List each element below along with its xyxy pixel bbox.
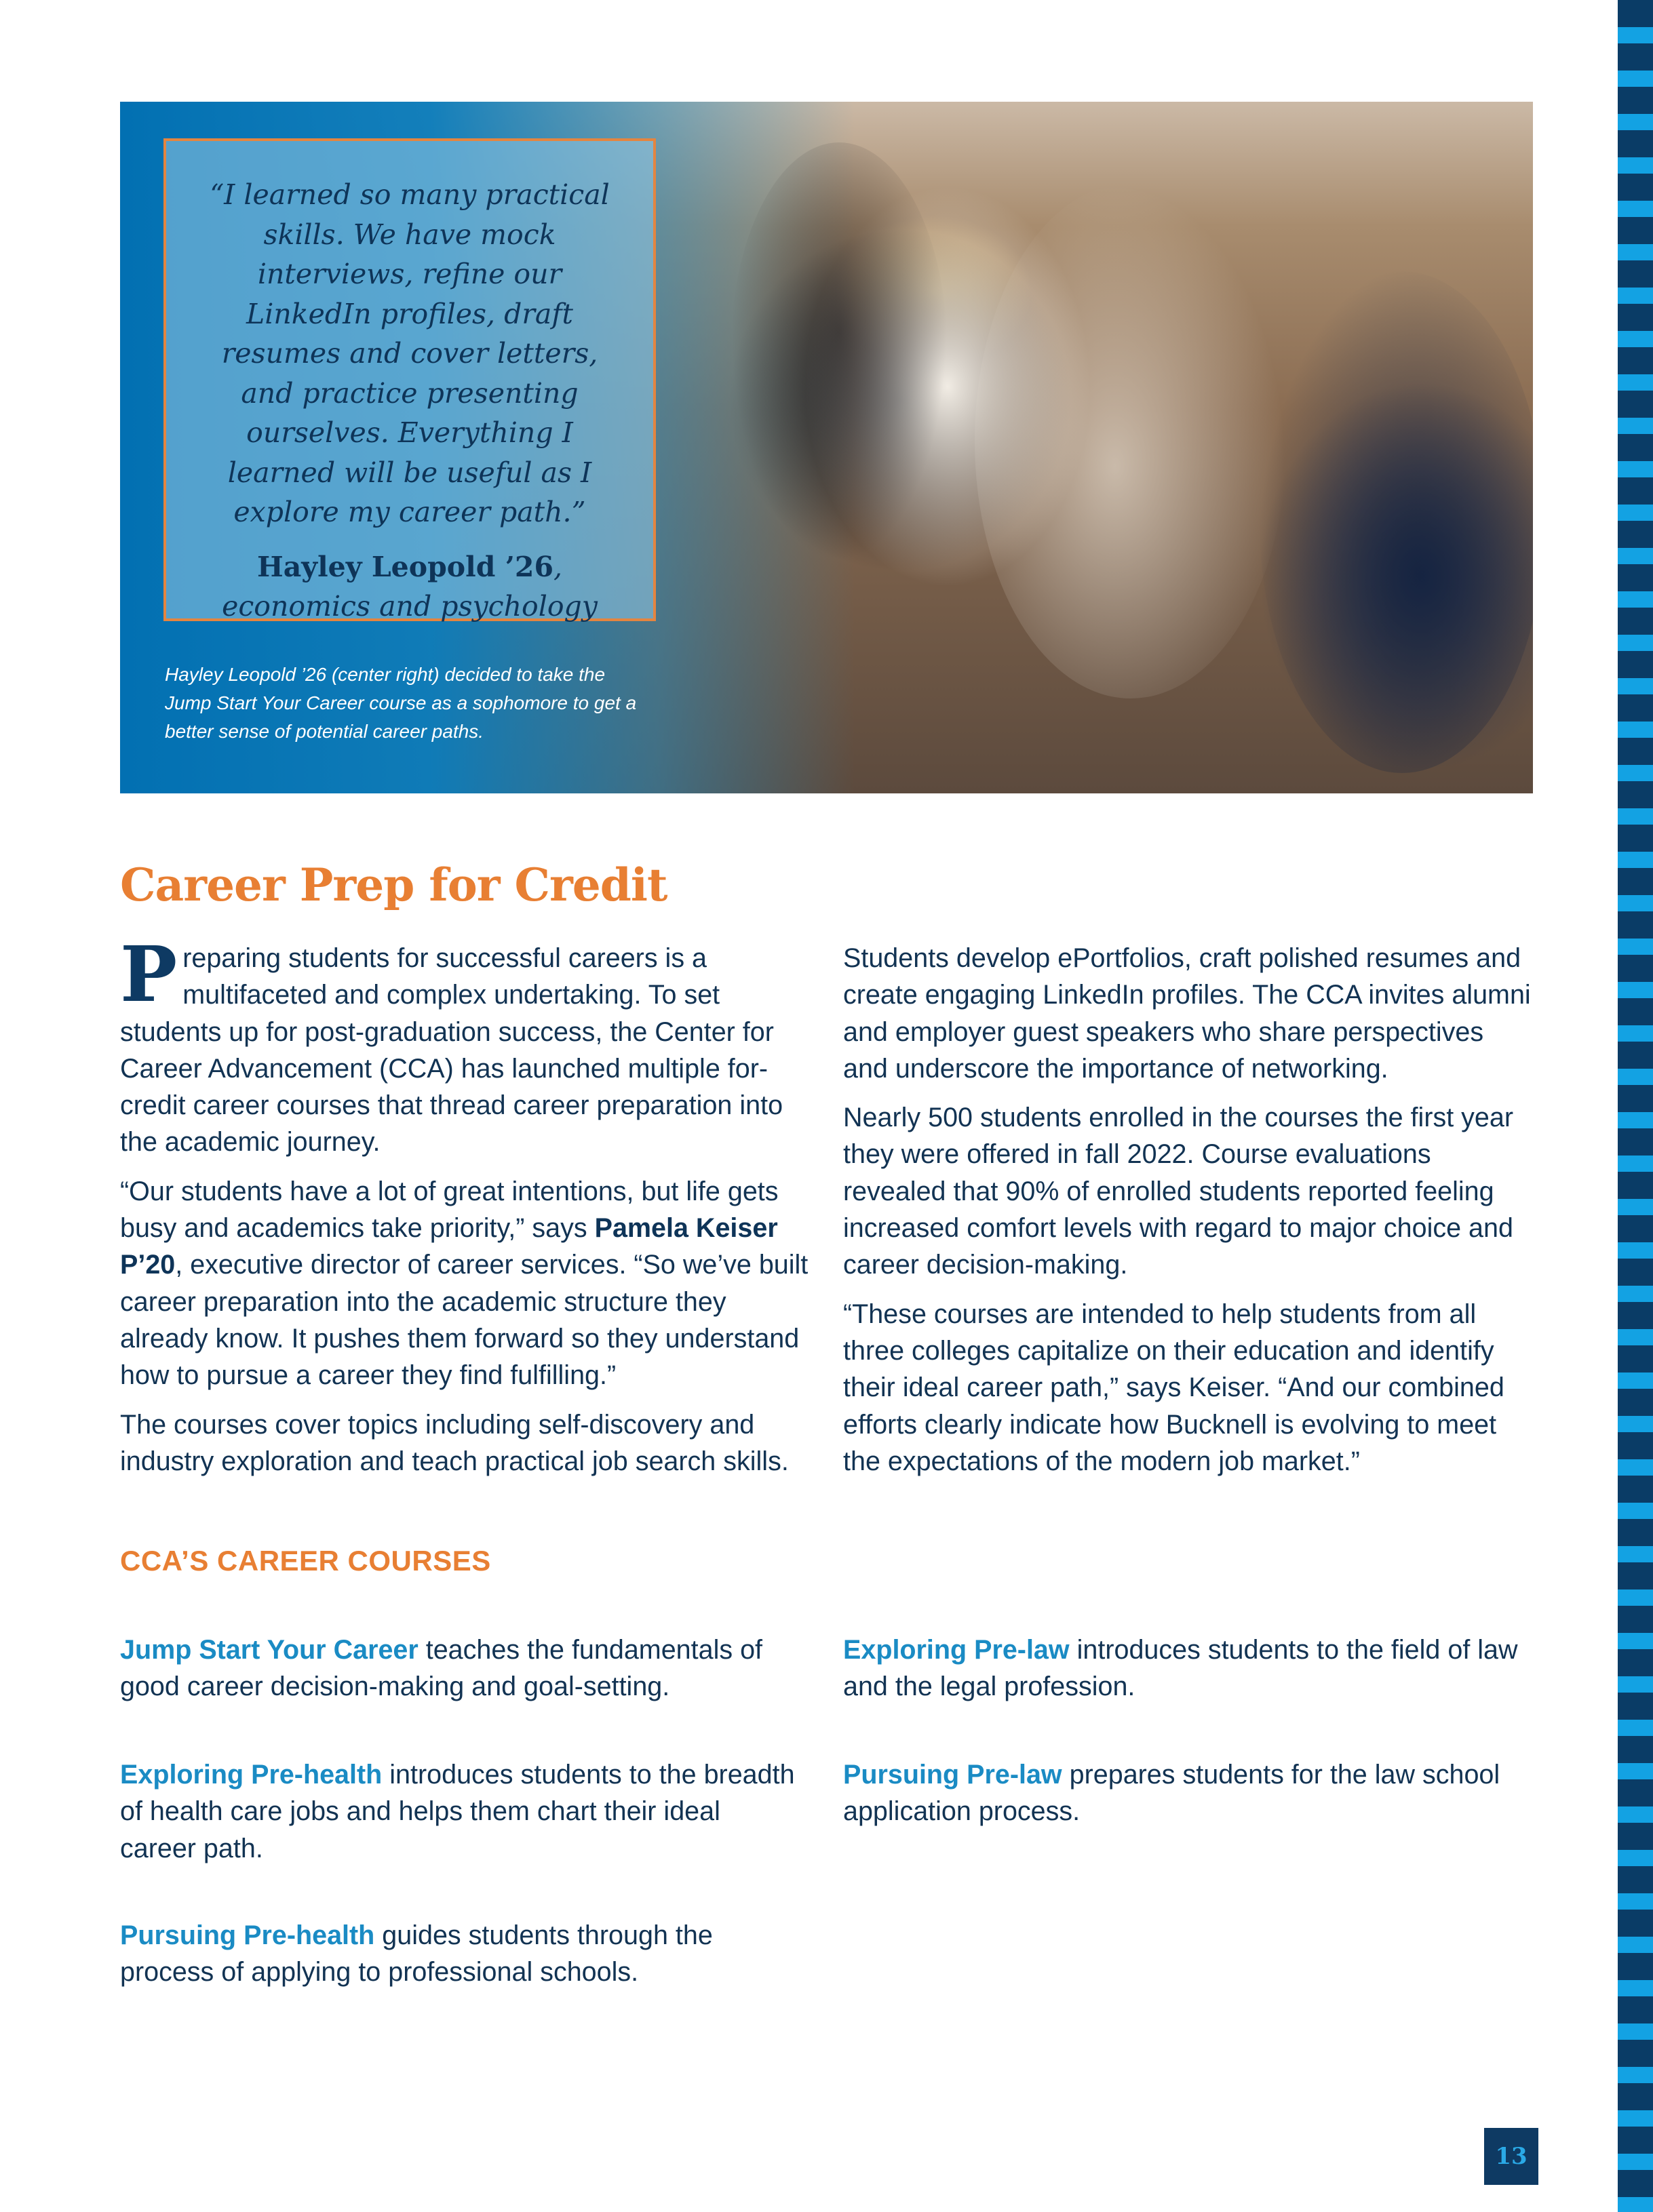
photo-caption: Hayley Leopold ’26 (center right) decided to take the Jump Start Your Career course as a sophomore to get a better sense of potential career paths. <box>165 664 637 742</box>
course-name: Exploring Pre-law <box>843 1635 1070 1665</box>
article-title: Career Prep for Credit <box>120 858 667 911</box>
course-description: prepares students for the law school application process. <box>843 1760 1500 1827</box>
paragraph-4: Students develop ePortfolios, craft polished resumes and create engaging LinkedIn profiles. The CCA invites alumni and employer guest speakers who share perspectives and underscore the importance of networking. <box>843 943 1531 1084</box>
pull-quote-box <box>163 138 656 621</box>
paragraph-2-lead: “Our students have a lot of great intentions, but life gets busy and academics take priority,” says <box>120 1176 779 1244</box>
course-item-jump-start <box>120 1632 798 1705</box>
paragraph-2-rest: , executive director of career services. “So we’ve built career preparation into the academic structure they already know. It pushes them forward so they understand how to pursue a career they find fulfilling.” <box>120 1250 809 1391</box>
student-figure-left <box>731 142 948 563</box>
hero-photo <box>120 102 1533 793</box>
course-name: Pursuing Pre-health <box>120 1920 375 1950</box>
speaker-name: Pamela Keiser P’20 <box>120 1213 778 1280</box>
paragraph-5: Nearly 500 students enrolled in the courses the first year they were offered in fall 2022. Course evaluations revealed that 90% of enrolled students reported feeling increased comfort levels with regard to major choice and career decision-making. <box>843 1103 1514 1280</box>
course-description: introduces students to the breadth of health care jobs and helps them chart their ideal career path. <box>120 1760 795 1863</box>
quote-author-role: , economics and psychology <box>222 550 598 623</box>
student-figure-right <box>1260 271 1533 773</box>
paragraph-1-text: reparing students for successful careers is a multifaceted and complex undertaking. To set students up for post-graduation success, the Center for Career Advancement (CCA) has launched multiple for-credit career courses that thread career preparation into the academic journey. <box>120 943 783 1158</box>
pull-quote-text: “I learned so many practical skills. We have mock interviews, refine our LinkedIn profiles, draft resumes and cover letters, and practice presenting ourselves. Everything I learned will be useful as I explore my career path.” <box>210 178 610 528</box>
article-column-right <box>843 940 1535 1492</box>
paragraph-2 <box>120 1173 812 1394</box>
pull-quote-attribution <box>197 547 622 626</box>
courses-heading: CCA’S CAREER COURSES <box>120 1545 491 1577</box>
page-number: 13 <box>1484 2128 1538 2185</box>
course-name: Pursuing Pre-law <box>843 1760 1062 1790</box>
course-item-pursuing-pre-health <box>120 1917 798 1991</box>
quote-author-name: Hayley Leopold ’26 <box>256 550 553 583</box>
drop-cap: P <box>120 930 178 1019</box>
course-name: Jump Start Your Career <box>120 1635 419 1665</box>
course-description: guides students through the process of applying to professional schools. <box>120 1920 713 1988</box>
course-item-exploring-pre-health <box>120 1756 798 1867</box>
student-figure-center <box>975 183 1287 698</box>
course-description: introduces students to the field of law and the legal profession. <box>843 1635 1518 1702</box>
paragraph-3: The courses cover topics including self-discovery and industry exploration and teach practical job search skills. <box>120 1409 789 1476</box>
course-item-exploring-pre-law <box>843 1632 1521 1705</box>
paragraph-1 <box>120 930 812 1161</box>
article-column-left <box>120 930 812 1492</box>
course-description: teaches the fundamentals of good career decision-making and goal-setting. <box>120 1635 763 1702</box>
paragraph-6: “These courses are intended to help students from all three colleges capitalize on their education and identify their ideal career path,” says Keiser. “And our combined efforts clearly indicate how Bucknell is evolving to meet the expectations of the modern job market.” <box>843 1299 1504 1476</box>
page-edge-stripe <box>1618 0 1653 2212</box>
course-name: Exploring Pre-health <box>120 1760 383 1790</box>
course-item-pursuing-pre-law <box>843 1756 1521 1830</box>
